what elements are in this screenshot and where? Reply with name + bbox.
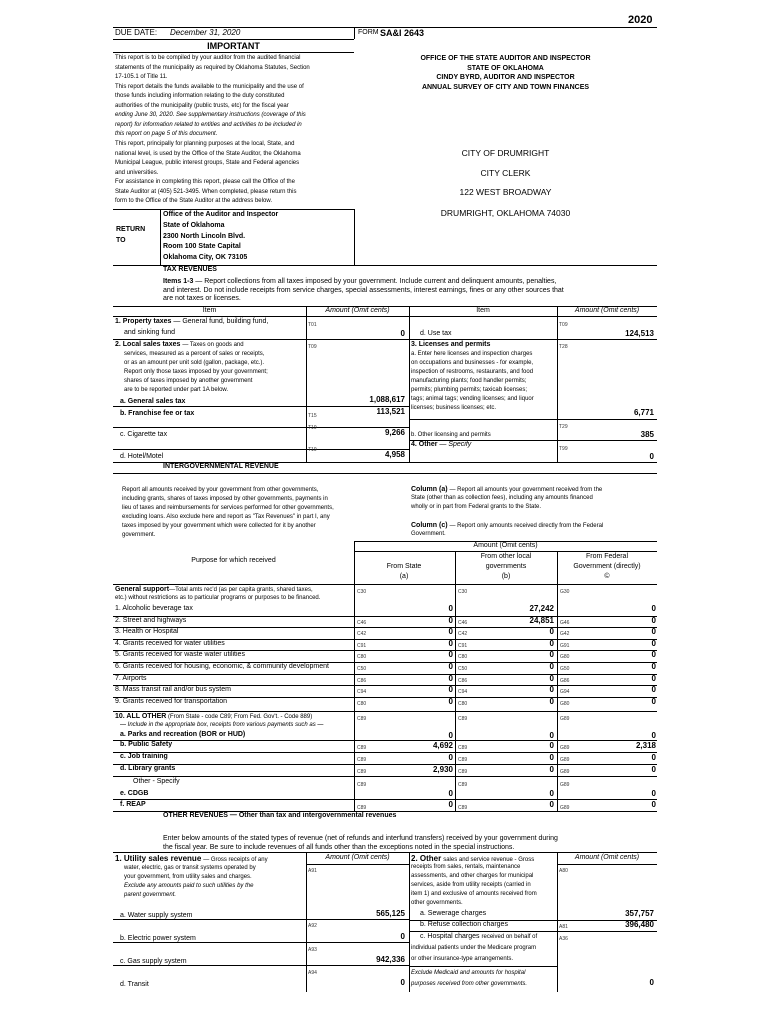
intergov-value: 0 xyxy=(448,731,453,740)
code: C50 xyxy=(458,666,468,672)
code: C89 xyxy=(357,805,367,811)
local-sales-line: or as an amount per unit sold (gallon, package, etc.). xyxy=(124,360,265,366)
office-line: CINDY BYRD, AUDITOR AND INSPECTOR xyxy=(436,74,575,81)
general-support: General support—Total amts rec'd (as per capita grants, shared taxes, xyxy=(115,586,313,593)
intergov-row-label: 3. Health or Hospital xyxy=(115,628,179,636)
important-line: For assistance in completing this report, please call the Office of the xyxy=(115,179,295,186)
form-label: FORM xyxy=(358,29,379,36)
licenses-line: inspection of restrooms, restaurants, and food xyxy=(411,369,534,375)
important-line: 17-105.1 of Title 11. xyxy=(115,74,168,81)
other-taxes-value: 0 xyxy=(649,452,654,461)
intergov-line: including grants, shares of taxes imposed by other governments, payments in xyxy=(122,496,328,502)
intergov-value: 0 xyxy=(448,604,453,613)
intergov-value: 0 xyxy=(549,789,554,798)
intergov-heading: INTERGOVERNMENTAL REVENUE xyxy=(163,463,279,470)
code: G80 xyxy=(560,654,570,661)
intergov-line: excluding loans. Also exclude here and report as "Tax Revenues" in part I, any xyxy=(122,514,330,520)
intergov-value: 0 xyxy=(448,696,453,706)
important-line: This report is to be compiled by your auditor from the audited financial xyxy=(115,55,301,61)
intergov-value: 0 xyxy=(651,662,656,671)
local-sales-line: are to be reported under part 1A below. xyxy=(124,387,229,393)
important-line: national level, is used by the Office of the State Auditor, the Oklahoma xyxy=(115,150,301,157)
tax-row-value: 1,088,617 xyxy=(369,395,405,404)
intergov-subrow-label: b. Public Safety xyxy=(120,741,173,748)
intergov-value: 0 xyxy=(448,800,453,809)
code: C42 xyxy=(458,631,468,638)
intergov-value: 0 xyxy=(448,685,453,695)
important-line: Municipal League, public interest groups, State and Federal agencies xyxy=(115,160,300,167)
local-sales-line: shares of taxes imposed by another government xyxy=(124,378,253,384)
intergov-value: 27,242 xyxy=(529,604,554,613)
code: C89 xyxy=(357,716,367,722)
col-a-instructions: Column (a) — Report all amounts your government received from the xyxy=(411,486,603,493)
intergov-value: 0 xyxy=(549,638,554,648)
col-amount-left: Amount (Omit cents) xyxy=(325,854,390,861)
intergov-line: taxes imposed by your government which were collected for it by another xyxy=(122,523,316,529)
code: A81 xyxy=(559,924,568,930)
intergov-value: 0 xyxy=(448,662,453,671)
return-address-line: Oklahoma City, OK 73105 xyxy=(163,254,248,262)
intergov-value: 0 xyxy=(448,650,453,660)
form-year: 2020 xyxy=(628,14,653,26)
code: C89 xyxy=(458,782,468,788)
utility-row-label: b. Electric power system xyxy=(120,935,196,942)
utility-row-value: 942,336 xyxy=(376,955,405,964)
other-rev-heading: OTHER REVENUES — Other than tax and intergovernmental revenues xyxy=(163,812,397,819)
utility-sales: 1. Utility sales revenue — Gross receipts of any xyxy=(115,854,268,863)
intergov-value: 0 xyxy=(549,673,554,683)
tax-row-value: 4,958 xyxy=(384,450,405,459)
intergov-row-label: 5. Grants received for waste water utilities xyxy=(115,651,245,659)
code: T28 xyxy=(559,344,568,350)
utility-line: parent government. xyxy=(124,892,177,898)
intergov-subrow-label: a. Parks and recreation (BOR or HUD) xyxy=(120,731,246,738)
code: C89 xyxy=(357,757,367,763)
code: G86 xyxy=(560,677,570,684)
code: G89 xyxy=(560,769,570,775)
code: C80 xyxy=(357,700,367,707)
code: G91 xyxy=(560,642,570,649)
code: C94 xyxy=(458,689,468,696)
office-line: OFFICE OF THE STATE AUDITOR AND INSPECTOR xyxy=(420,55,591,62)
important-line: authorities of the municipality (public trusts, etc) for the fiscal year xyxy=(115,102,289,109)
code: C91 xyxy=(357,642,367,649)
refuse-label: b. Refuse collection charges xyxy=(420,921,508,928)
addressee-line: DRUMRIGHT, OKLAHOMA 74030 xyxy=(440,208,571,218)
col-item-left: Item xyxy=(202,307,217,314)
other-rev-intro: Enter below amounts of the stated types of revenue (net of refunds and interfund transfers) received by your government during the fiscal year. Be sure to include revenues of all funds other than the exceptions noted in the special instructions. xyxy=(163,835,558,851)
code: C89 xyxy=(458,769,468,775)
other-licensing-label: b. Other licensing and permits xyxy=(411,432,491,438)
code: A80 xyxy=(559,868,568,874)
code: T09 xyxy=(308,344,317,350)
intergov-value: 0 xyxy=(448,627,453,637)
code: T09 xyxy=(559,322,568,328)
tax-heading: TAX REVENUES xyxy=(163,266,217,273)
tax-row-value: 113,521 xyxy=(376,407,405,416)
intergov-value: 24,851 xyxy=(529,615,554,625)
purpose-header: Purpose for which received xyxy=(191,557,276,564)
col-c-header: From Federal Government (directly) © xyxy=(573,553,641,580)
intergov-line: Report all amounts received by your government from other governments, xyxy=(122,487,319,493)
intergov-value: 0 xyxy=(651,731,656,740)
code: C91 xyxy=(458,642,468,649)
code: C89 xyxy=(357,782,367,788)
code: T01 xyxy=(308,322,317,328)
licenses-line: a. Enter here licenses and inspection charges xyxy=(411,351,533,357)
col-amount-right: Amount (Omit cents) xyxy=(574,854,640,861)
intergov-value: 0 xyxy=(651,800,656,809)
return-address-line: Room 100 State Capital xyxy=(163,243,241,251)
code: G46 xyxy=(560,619,570,626)
intergov-value: 0 xyxy=(549,731,554,740)
code: G50 xyxy=(560,666,570,672)
code: A94 xyxy=(308,970,317,976)
other-sales-line: receipts from sales, rentals, maintenance xyxy=(411,864,521,870)
due-date: December 31, 2020 xyxy=(170,28,241,37)
code: A91 xyxy=(308,868,317,874)
code: C30 xyxy=(458,589,468,595)
intergov-value: 0 xyxy=(651,627,656,637)
intergov-value: 0 xyxy=(651,789,656,798)
intergov-value: 4,692 xyxy=(432,741,453,750)
refuse-value: 396,480 xyxy=(625,920,654,929)
utility-row-label: d. Transit xyxy=(120,981,149,988)
other-sales-line: other governments. xyxy=(411,900,463,906)
sewer-label: a. Sewerage charges xyxy=(420,910,487,917)
intergov-value: 0 xyxy=(448,673,453,683)
tax-row-label: d. Hotel/Motel xyxy=(120,453,164,460)
important-heading: IMPORTANT xyxy=(207,41,260,51)
other-sales-line: assessments, and other charges for municipal xyxy=(411,873,534,879)
property-desc: and sinking fund xyxy=(124,329,175,336)
intergov-row-label: 2. Street and highways xyxy=(115,616,187,624)
intergov-value: 0 xyxy=(549,753,554,762)
important-line: this report on page 5 of this document. xyxy=(115,131,218,138)
intergov-value: 0 xyxy=(549,650,554,660)
col-a-header: From State (a) xyxy=(386,563,422,580)
code: C89 xyxy=(458,716,468,722)
utility-line: your government, from utility sales and charges. xyxy=(124,874,252,880)
other-sales-line: services, aside from utility receipts (carried in xyxy=(411,882,531,888)
code: C89 xyxy=(458,757,468,763)
code: T29 xyxy=(559,424,568,430)
use-tax-label: d. Use tax xyxy=(420,330,452,337)
licenses-line: permits; plumbing permits; taxicab licenses; xyxy=(411,387,528,393)
addressee-line: CITY OF DRUMRIGHT xyxy=(461,148,550,158)
important-line: form to the Office of the State Auditor at the address below. xyxy=(115,198,272,205)
intergov-value: 2,318 xyxy=(635,741,656,750)
utility-row-value: 0 xyxy=(400,978,405,987)
intergov-value: 0 xyxy=(651,615,656,625)
sewer-value: 357,757 xyxy=(625,909,654,918)
col-a-text: wholly or in part from Federal grants to the State. xyxy=(411,504,542,510)
code: G42 xyxy=(560,631,570,638)
tax-row-value: 9,266 xyxy=(384,428,405,437)
col-b-header: From other local governments (b) xyxy=(480,553,532,580)
important-line: This report, principally for planning purposes at the local, State, and xyxy=(115,140,295,147)
intergov-value: 0 xyxy=(651,650,656,660)
licenses-line: tags; animal tags; vending licenses; and liquor xyxy=(411,396,534,402)
code: C46 xyxy=(458,619,468,626)
col-item-right: Item xyxy=(476,307,490,314)
other-specify: Other - Specify xyxy=(133,778,180,785)
utility-line: water, electric, gas or transit systems operated by xyxy=(124,865,256,871)
all-other-note: — Include in the appropriate box, receipts from various payments such as — xyxy=(120,722,324,728)
local-sales-line: services, measured as a percent of sales or receipts, xyxy=(124,351,265,357)
code: C86 xyxy=(357,677,367,684)
intergov-row-label: 8. Mass transit rail and/or bus system xyxy=(115,686,231,694)
code: C80 xyxy=(458,654,468,661)
all-other: 10. ALL OTHER (From State - code C89; From Fed. Gov't. - Code 889) xyxy=(115,713,313,720)
tax-intro: Items 1-3 — Report collections from all taxes imposed by your government. Include current and delinquent amounts, penalties, and interest. Do not include receipts from service charges, special assessments, interest earnings, fines or any other sources that are not taxes or licenses. xyxy=(163,278,564,302)
utility-row-label: a. Water supply system xyxy=(120,912,193,919)
intergov-value: 0 xyxy=(448,615,453,625)
code: A93 xyxy=(308,947,317,953)
col-amount-right: Amount (Omit cents) xyxy=(574,307,640,314)
cdgb-label: e. CDGB xyxy=(120,790,149,797)
code: C42 xyxy=(357,631,367,638)
col-c-instructions: Column (c) — Report only amounts received directly from the Federal xyxy=(411,522,604,529)
intergov-value: 2,930 xyxy=(432,765,453,774)
local-sales-line: Report only those taxes imposed by your government; xyxy=(124,369,268,375)
form-number: SA&I 2643 xyxy=(380,28,425,38)
general-support-desc: etc.) without restrictions as to particular programs or purposes to be financed. xyxy=(115,595,321,601)
important-line: ending June 30, 2020. See supplementary instructions (coverage of this xyxy=(115,112,306,119)
important-line: those funds including information relating to the duty constituted xyxy=(115,93,285,100)
code: G30 xyxy=(560,589,570,595)
tax-row-label: a. General sales tax xyxy=(120,398,186,405)
code: G89 xyxy=(560,716,570,722)
addressee-line: 122 WEST BROADWAY xyxy=(459,187,552,197)
local-sales-taxes: 2. Local sales taxes — Taxes on goods and xyxy=(115,341,244,348)
intergov-value: 0 xyxy=(448,638,453,648)
intergov-value: 0 xyxy=(448,789,453,798)
use-tax-value: 124,513 xyxy=(625,329,654,338)
licenses-value: 6,771 xyxy=(633,408,654,417)
amount-header: Amount (Omit cents) xyxy=(473,542,538,549)
code: C50 xyxy=(357,666,367,672)
code: G89 xyxy=(560,782,570,788)
code: T15 xyxy=(308,413,317,419)
intergov-value: 0 xyxy=(549,627,554,637)
addressee-line: CITY CLERK xyxy=(480,168,531,178)
property-value: 0 xyxy=(400,329,405,338)
code: C80 xyxy=(458,700,468,707)
intergov-value: 0 xyxy=(549,696,554,706)
code: G94 xyxy=(560,689,570,696)
tax-row-label: c. Cigarette tax xyxy=(120,431,168,438)
due-date-label: DUE DATE: xyxy=(115,28,158,37)
reap-label: f. REAP xyxy=(120,801,146,808)
hospital-label: c. Hospital charges received on behalf of xyxy=(420,933,538,940)
intergov-value: 0 xyxy=(651,673,656,683)
important-line: This report details the funds available to the municipality and the use of xyxy=(115,83,304,90)
intergov-value: 0 xyxy=(549,685,554,695)
return-address-line: Office of the Auditor and Inspector xyxy=(163,211,279,218)
intergov-value: 0 xyxy=(651,604,656,613)
code: A36 xyxy=(559,936,568,942)
code: G80 xyxy=(560,700,570,707)
intergov-value: 0 xyxy=(651,696,656,706)
code: C89 xyxy=(458,745,468,751)
code: C80 xyxy=(357,654,367,661)
col-c-text: Government. xyxy=(411,531,446,537)
utility-row-value: 565,125 xyxy=(376,909,405,918)
intergov-value: 0 xyxy=(651,685,656,695)
utility-row-label: c. Gas supply system xyxy=(120,958,187,965)
code: C89 xyxy=(357,745,367,751)
other-sales: 2. Other sales and service revenue - Gross xyxy=(411,854,535,863)
licenses-title: 3. Licenses and permits xyxy=(411,341,491,348)
code: G89 xyxy=(560,745,570,751)
office-line: STATE OF OKLAHOMA xyxy=(467,64,544,72)
code: C30 xyxy=(357,589,367,595)
utility-line: Exclude any amounts paid to such utilities by the xyxy=(124,883,254,889)
intergov-value: 0 xyxy=(651,753,656,762)
code: C89 xyxy=(357,769,367,775)
other-sales-line: item 1) and exclusive of amounts received from xyxy=(411,891,537,897)
code: C94 xyxy=(357,689,367,696)
licenses-line: licenses; business licenses; etc. xyxy=(411,405,497,411)
code: C86 xyxy=(458,677,468,684)
important-line: report) for information related to entities and activities to be included in xyxy=(115,121,302,128)
intergov-subrow-label: d. Library grants xyxy=(120,765,176,772)
code: C46 xyxy=(357,619,367,626)
intergov-value: 0 xyxy=(549,765,554,774)
intergov-value: 0 xyxy=(549,800,554,809)
code: T99 xyxy=(559,446,568,452)
return-address-line: 2300 North Lincoln Blvd. xyxy=(163,232,246,240)
tax-row-label: b. Franchise fee or tax xyxy=(120,410,195,417)
intergov-subrow-label: c. Job training xyxy=(120,753,168,760)
important-line: State Auditor at (405) 521-3495. When completed, please return this xyxy=(115,188,297,195)
intergov-row-label: 6. Grants received for housing, economic, & community development xyxy=(115,663,329,670)
property-taxes: 1. Property taxes — General fund, building fund, xyxy=(115,318,269,325)
intergov-value: 0 xyxy=(549,741,554,750)
intergov-row-label: 9. Grants received for transportation xyxy=(115,697,228,705)
return-to-label: RETURN TO xyxy=(116,226,146,244)
utility-row-value: 0 xyxy=(400,932,405,941)
hospital-desc: individual patients under the Medicare program or other insurance-type arrangements. xyxy=(411,945,537,962)
intergov-value: 0 xyxy=(549,662,554,671)
code: G89 xyxy=(560,805,570,811)
licenses-line: on occupations and businesses - for example, xyxy=(411,360,534,366)
col-a-text: State (other than as collection fees), including any amounts financed xyxy=(411,495,593,501)
important-line: and universities. xyxy=(115,169,159,176)
code: C89 xyxy=(458,805,468,811)
important-line: statements of the municipality as required by Oklahoma Statutes, Section xyxy=(115,64,310,71)
other-licensing-value: 385 xyxy=(640,430,654,439)
intergov-value: 0 xyxy=(651,638,656,648)
return-address-line: State of Oklahoma xyxy=(163,221,225,229)
intergov-row-label: 1. Alcoholic beverage tax xyxy=(115,605,193,612)
intergov-row-label: 7. Airports xyxy=(115,674,147,682)
office-line: ANNUAL SURVEY OF CITY AND TOWN FINANCES xyxy=(421,83,590,91)
licenses-line: manufacturing plants; food handler permits; xyxy=(411,378,527,384)
exclude-note: Exclude Medicaid and amounts for hospital purposes received from other governments. xyxy=(411,970,528,987)
code: T19 xyxy=(308,447,317,453)
other-taxes: 4. Other — Specify xyxy=(411,441,472,448)
code: T19 xyxy=(308,425,317,431)
intergov-row-label: 4. Grants received for water utilities xyxy=(115,639,225,647)
intergov-value: 0 xyxy=(651,765,656,774)
code: A92 xyxy=(308,923,317,929)
code: G89 xyxy=(560,757,570,763)
intergov-line: government. xyxy=(122,532,156,538)
intergov-value: 0 xyxy=(448,753,453,762)
hospital-value: 0 xyxy=(649,978,654,987)
col-amount-left: Amount (Omit cents) xyxy=(325,307,390,314)
intergov-line: lieu of taxes and reimbursements for services performed for other governments, xyxy=(122,505,334,511)
